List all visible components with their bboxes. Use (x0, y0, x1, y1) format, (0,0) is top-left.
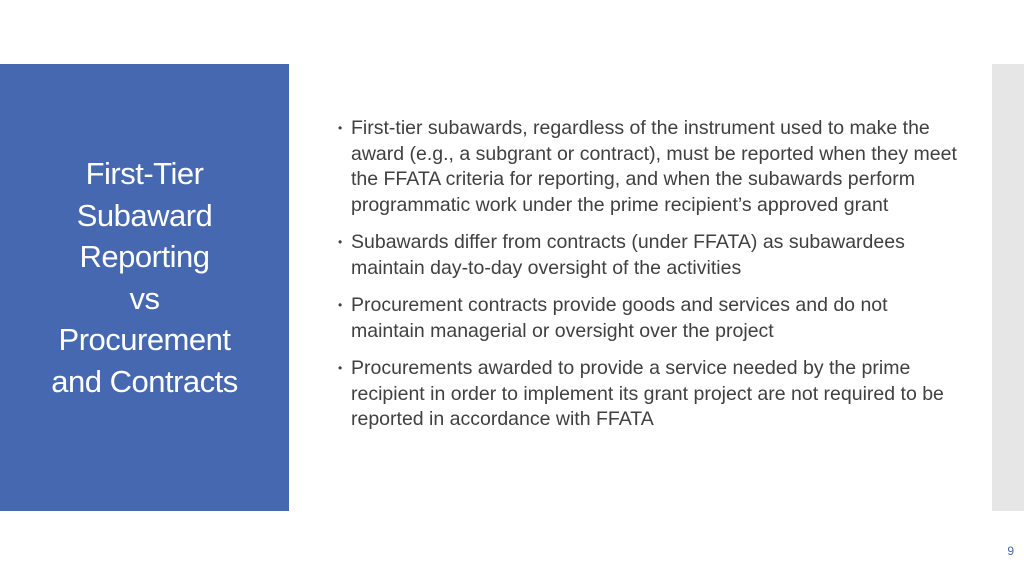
page-number: 9 (1007, 544, 1014, 558)
bullet-text: Procurements awarded to provide a service needed by the prime recipient in order to implement its grant project are not required to be reported in accordance with FFATA (351, 357, 944, 430)
bullet-dot-icon: • (338, 235, 343, 249)
bullet-dot-icon: • (338, 298, 343, 312)
bullet-item (336, 116, 966, 218)
side-strip (992, 64, 1024, 511)
bullet-item (336, 356, 966, 433)
bullet-text: Procurement contracts provide goods and services and do not maintain managerial or oversight over the project (351, 294, 888, 342)
slide-title (51, 153, 238, 402)
content-area (336, 116, 966, 445)
bullet-dot-icon: • (338, 361, 343, 375)
title-panel (0, 64, 289, 511)
title-line: Subaward (76, 197, 213, 233)
title-line: First-Tier (85, 156, 204, 191)
title-line: Reporting (79, 239, 210, 274)
bullet-text: First-tier subawards, regardless of the instrument used to make the award (e.g., a subgrant or contract), must be reported when they meet the FFATA criteria for reporting, and when the subawards perform programmatic work under the prime recipient’s approved grant (351, 117, 957, 216)
bullet-text: Subawards differ from contracts (under FFATA) as subawardees maintain day-to-day oversight of the activities (351, 231, 905, 279)
title-line: Procurement (58, 322, 231, 357)
bullet-list (336, 116, 966, 433)
bullet-item (336, 230, 966, 281)
bullet-item (336, 293, 966, 344)
title-line: vs (129, 280, 160, 316)
bullet-dot-icon: • (338, 121, 343, 135)
title-line: and Contracts (51, 363, 238, 399)
